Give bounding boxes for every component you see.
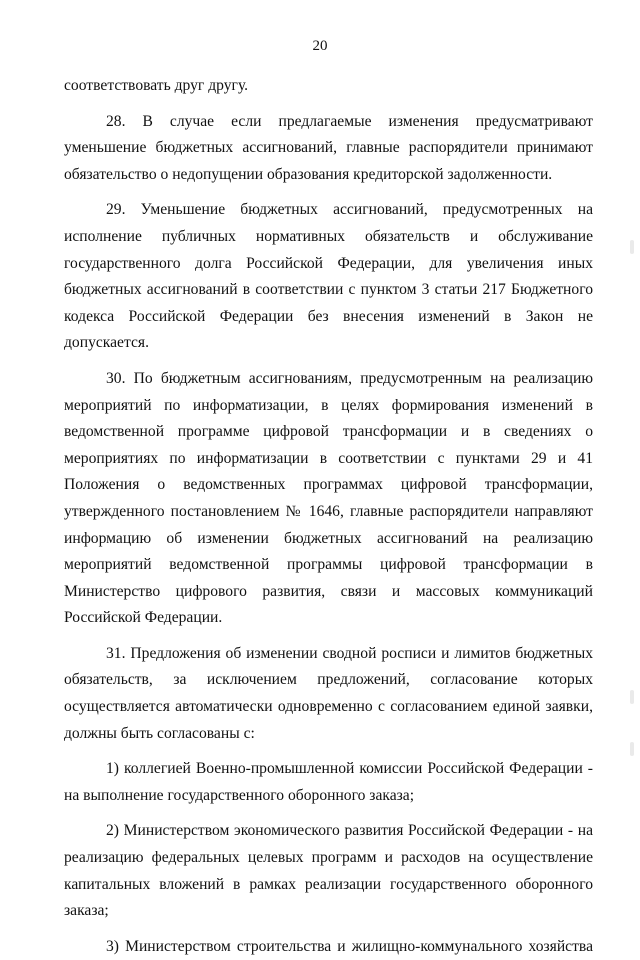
page-number: 20	[312, 38, 328, 54]
paragraph-28: 28. В случае если предлагаемые изменения предусматривают уменьшение бюджетных ассигнований, главные распорядители принимают обязательство о недопущении образования кредиторской задолженности.	[64, 112, 593, 183]
paragraph-29: 29. Уменьшение бюджетных ассигнований, предусмотренных на исполнение публичных нормативных обязательств и обслуживание государственного долга Российской Федерации, для увеличения иных бюджетных ассигнований в соответствии с пунктом 3 статьи 217 Бюджетного кодекса Российской Федерации без внесения изменений в Закон не допускается.	[64, 201, 593, 352]
paragraph-31-item-2: 2) Министерством экономического развития Российской Федерации - на реализацию федеральных целевых программ и расходов на осуществление капитальных вложений в рамках реализации государственного оборонного заказа;	[64, 822, 593, 920]
scan-edge-mark	[630, 240, 634, 254]
scan-edge-mark	[630, 742, 634, 756]
paragraph-31-item-3: 3) Министерством строительства и жилищно-коммунального хозяйства	[106, 937, 593, 955]
document-body	[64, 73, 593, 960]
paragraph-31-item-1: 1) коллегией Военно-промышленной комиссии Российской Федерации - на выполнение государственного оборонного заказа;	[64, 760, 593, 804]
paragraph-31: 31. Предложения об изменении сводной росписи и лимитов бюджетных обязательств, за исключением предложений, согласование которых осуществляется автоматически одновременно с согласованием единой заявки, должны быть согласованы с:	[64, 644, 593, 742]
paragraph-continued: соответствовать друг другу.	[64, 77, 249, 94]
scan-edge-mark	[630, 690, 634, 704]
paragraph-30: 30. По бюджетным ассигнованиям, предусмотренным на реализацию мероприятий по информатизации, в целях формирования изменений в ведомственной программе цифровой трансформации и в сведениях о мероприятиях по информатизации в соответствии с пунктами 29 и 41 Положения о ведомственных программах цифровой трансформации, утвержденного постановлением № 1646, главные распорядители направляют информацию об изменении бюджетных ассигнований на реализацию мероприятий ведомственной программы цифровой трансформации в Министерство цифрового развития, связи и массовых коммуникаций Российской Федерации.	[64, 369, 593, 627]
